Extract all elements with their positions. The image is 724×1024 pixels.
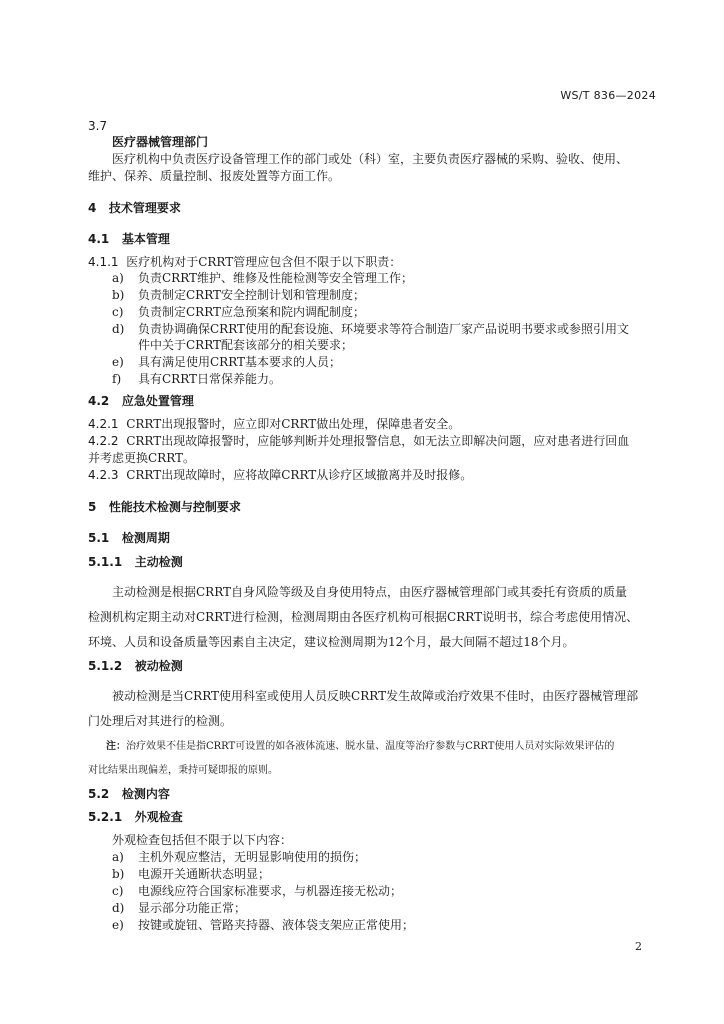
- list-item: [112, 270, 413, 286]
- list-item-text: 负责CRRT维护、维修及性能检测等安全管理工作；: [138, 271, 414, 285]
- list-marker: b): [112, 288, 125, 302]
- clause: [88, 433, 629, 449]
- list-item-text: 具有CRRT日常保养能力。: [138, 372, 282, 386]
- subsection-title: 检测周期: [121, 531, 170, 545]
- clause-heading: [88, 809, 183, 825]
- subsection-title: 基本管理: [121, 232, 170, 246]
- clause-number: 5.2.1: [88, 810, 123, 824]
- clause-text: 医疗机构对于CRRT管理应包含但不限于以下职责：: [126, 255, 402, 269]
- clause-title: 主动检测: [134, 555, 183, 569]
- paragraph-line: 外观检查包括但不限于以下内容：: [112, 833, 293, 847]
- page-number: 2: [635, 940, 642, 953]
- section-title: 技术管理要求: [108, 201, 181, 215]
- list-item: [112, 304, 365, 320]
- subsection-number: 5.2: [88, 787, 110, 801]
- subsection-title: 检测内容: [121, 787, 170, 801]
- list-item: [112, 321, 629, 337]
- clause: [88, 467, 472, 483]
- subsection-number: 5.1: [88, 531, 110, 545]
- list-item-text: 负责制定CRRT安全控制计划和管理制度；: [138, 288, 366, 302]
- note: [106, 739, 614, 755]
- standard-code: WS/T 836—2024: [560, 89, 656, 102]
- term-definition: 维护、保养、质量控制、报废处置等方面工作。: [88, 169, 341, 183]
- list-item: [112, 371, 281, 387]
- subsection-title: 应急处置管理: [121, 394, 194, 408]
- list-item-text: 负责协调确保CRRT使用的配套设施、环境要求等符合制造厂家产品说明书要求或参照引用文: [138, 322, 630, 336]
- clause-title: 被动检测: [134, 659, 183, 673]
- note-continuation: 对比结果出现偏差，秉持可疑即报的原则。: [88, 765, 278, 776]
- list-item-text: 具有满足使用CRRT基本要求的人员；: [138, 355, 342, 369]
- paragraph-line: 门处理后对其进行的检测。: [88, 714, 233, 728]
- list-item: [112, 900, 246, 916]
- clause-heading: [88, 658, 183, 674]
- list-item: [112, 354, 341, 370]
- clause-number: 4.2.2: [88, 434, 119, 448]
- clause-title: 外观检查: [134, 810, 183, 824]
- section-number: 4: [88, 201, 97, 215]
- paragraph-line: 环境、人员和设备质量等因素自主决定，建议检测周期为12个月，最大间隔不超过18个月。: [88, 635, 575, 649]
- list-marker: b): [112, 867, 125, 881]
- clause-text: CRRT出现故障时，应将故障CRRT从诊疗区域撤离并及时报修。: [126, 468, 473, 482]
- clause-text: CRRT出现故障报警时，应能够判断并处理报警信息，如无法立即解决问题，应对患者进行回血: [126, 434, 630, 448]
- list-item-text: 主机外观应整洁，无明显影响使用的损伤；: [138, 850, 367, 864]
- list-item: [112, 883, 402, 899]
- clause-number: 5.1.2: [88, 659, 123, 673]
- term-definition: 医疗机构中负责医疗设备管理工作的部门或处（科）室，主要负责医疗器械的采购、验收、使用、: [112, 152, 629, 166]
- list-marker: a): [112, 271, 124, 285]
- clause: [88, 416, 460, 432]
- clause-heading: [88, 554, 183, 570]
- paragraph-line: 被动检测是当CRRT使用科室或使用人员反映CRRT发生故障或治疗效果不佳时，由医疗器械管理部: [112, 689, 639, 703]
- section-heading: [88, 499, 241, 515]
- clause-number: 5.1.1: [88, 555, 123, 569]
- list-marker: d): [112, 901, 125, 915]
- list-item-text: 电源开关通断状态明显；: [138, 867, 271, 881]
- list-item: [112, 917, 414, 933]
- paragraph-line: 检测机构定期主动对CRRT进行检测，检测周期由各医疗机构可根据CRRT说明书，综合考虑使用情况、: [88, 610, 639, 624]
- list-marker: e): [112, 355, 124, 369]
- paragraph-line: 主动检测是根据CRRT自身风险等级及自身使用特点，由医疗器械管理部门或其委托有资质的质量: [112, 585, 628, 599]
- subsection-heading: [88, 231, 170, 247]
- note-label: 注：: [106, 741, 126, 752]
- list-item-continuation: 件中关于CRRT配套该部分的相关要求；: [138, 338, 354, 352]
- list-marker: a): [112, 850, 124, 864]
- clause-text: CRRT出现报警时，应立即对CRRT做出处理，保障患者安全。: [126, 417, 461, 431]
- subsection-heading: [88, 530, 170, 546]
- subsection-heading: [88, 393, 194, 409]
- clause-number: 3.7: [88, 119, 108, 133]
- list-item: [112, 849, 366, 865]
- list-item-text: 显示部分功能正常；: [138, 901, 247, 915]
- list-item-text: 按键或旋钮、管路夹持器、液体袋支架应正常使用；: [138, 918, 415, 932]
- subsection-number: 4.2: [88, 394, 110, 408]
- clause-number: 4.2.1: [88, 417, 119, 431]
- clause-number: 4.2.3: [88, 468, 119, 482]
- list-item: [112, 866, 270, 882]
- list-item-text: 负责制定CRRT应急预案和院内调配制度；: [138, 305, 366, 319]
- list-marker: c): [112, 305, 124, 319]
- section-title: 性能技术检测与控制要求: [108, 500, 241, 514]
- clause-continuation: 并考虑更换CRRT。: [88, 451, 196, 465]
- list-item: [112, 287, 365, 303]
- term-title: 医疗器械管理部门: [112, 135, 209, 149]
- list-marker: d): [112, 322, 125, 336]
- subsection-heading: [88, 786, 170, 802]
- list-marker: e): [112, 918, 124, 932]
- subsection-number: 4.1: [88, 232, 110, 246]
- list-marker: c): [112, 884, 124, 898]
- clause-number: 4.1.1: [88, 255, 119, 269]
- clause: [88, 254, 401, 270]
- note-text: 治疗效果不佳是指CRRT可设置的如各液体流速、脱水量、温度等治疗参数与CRRT使用人员对实际效果评估的: [126, 741, 615, 752]
- list-marker: f): [112, 372, 122, 386]
- section-heading: [88, 200, 181, 216]
- section-number: 5: [88, 500, 97, 514]
- list-item-text: 电源线应符合国家标准要求，与机器连接无松动；: [138, 884, 403, 898]
